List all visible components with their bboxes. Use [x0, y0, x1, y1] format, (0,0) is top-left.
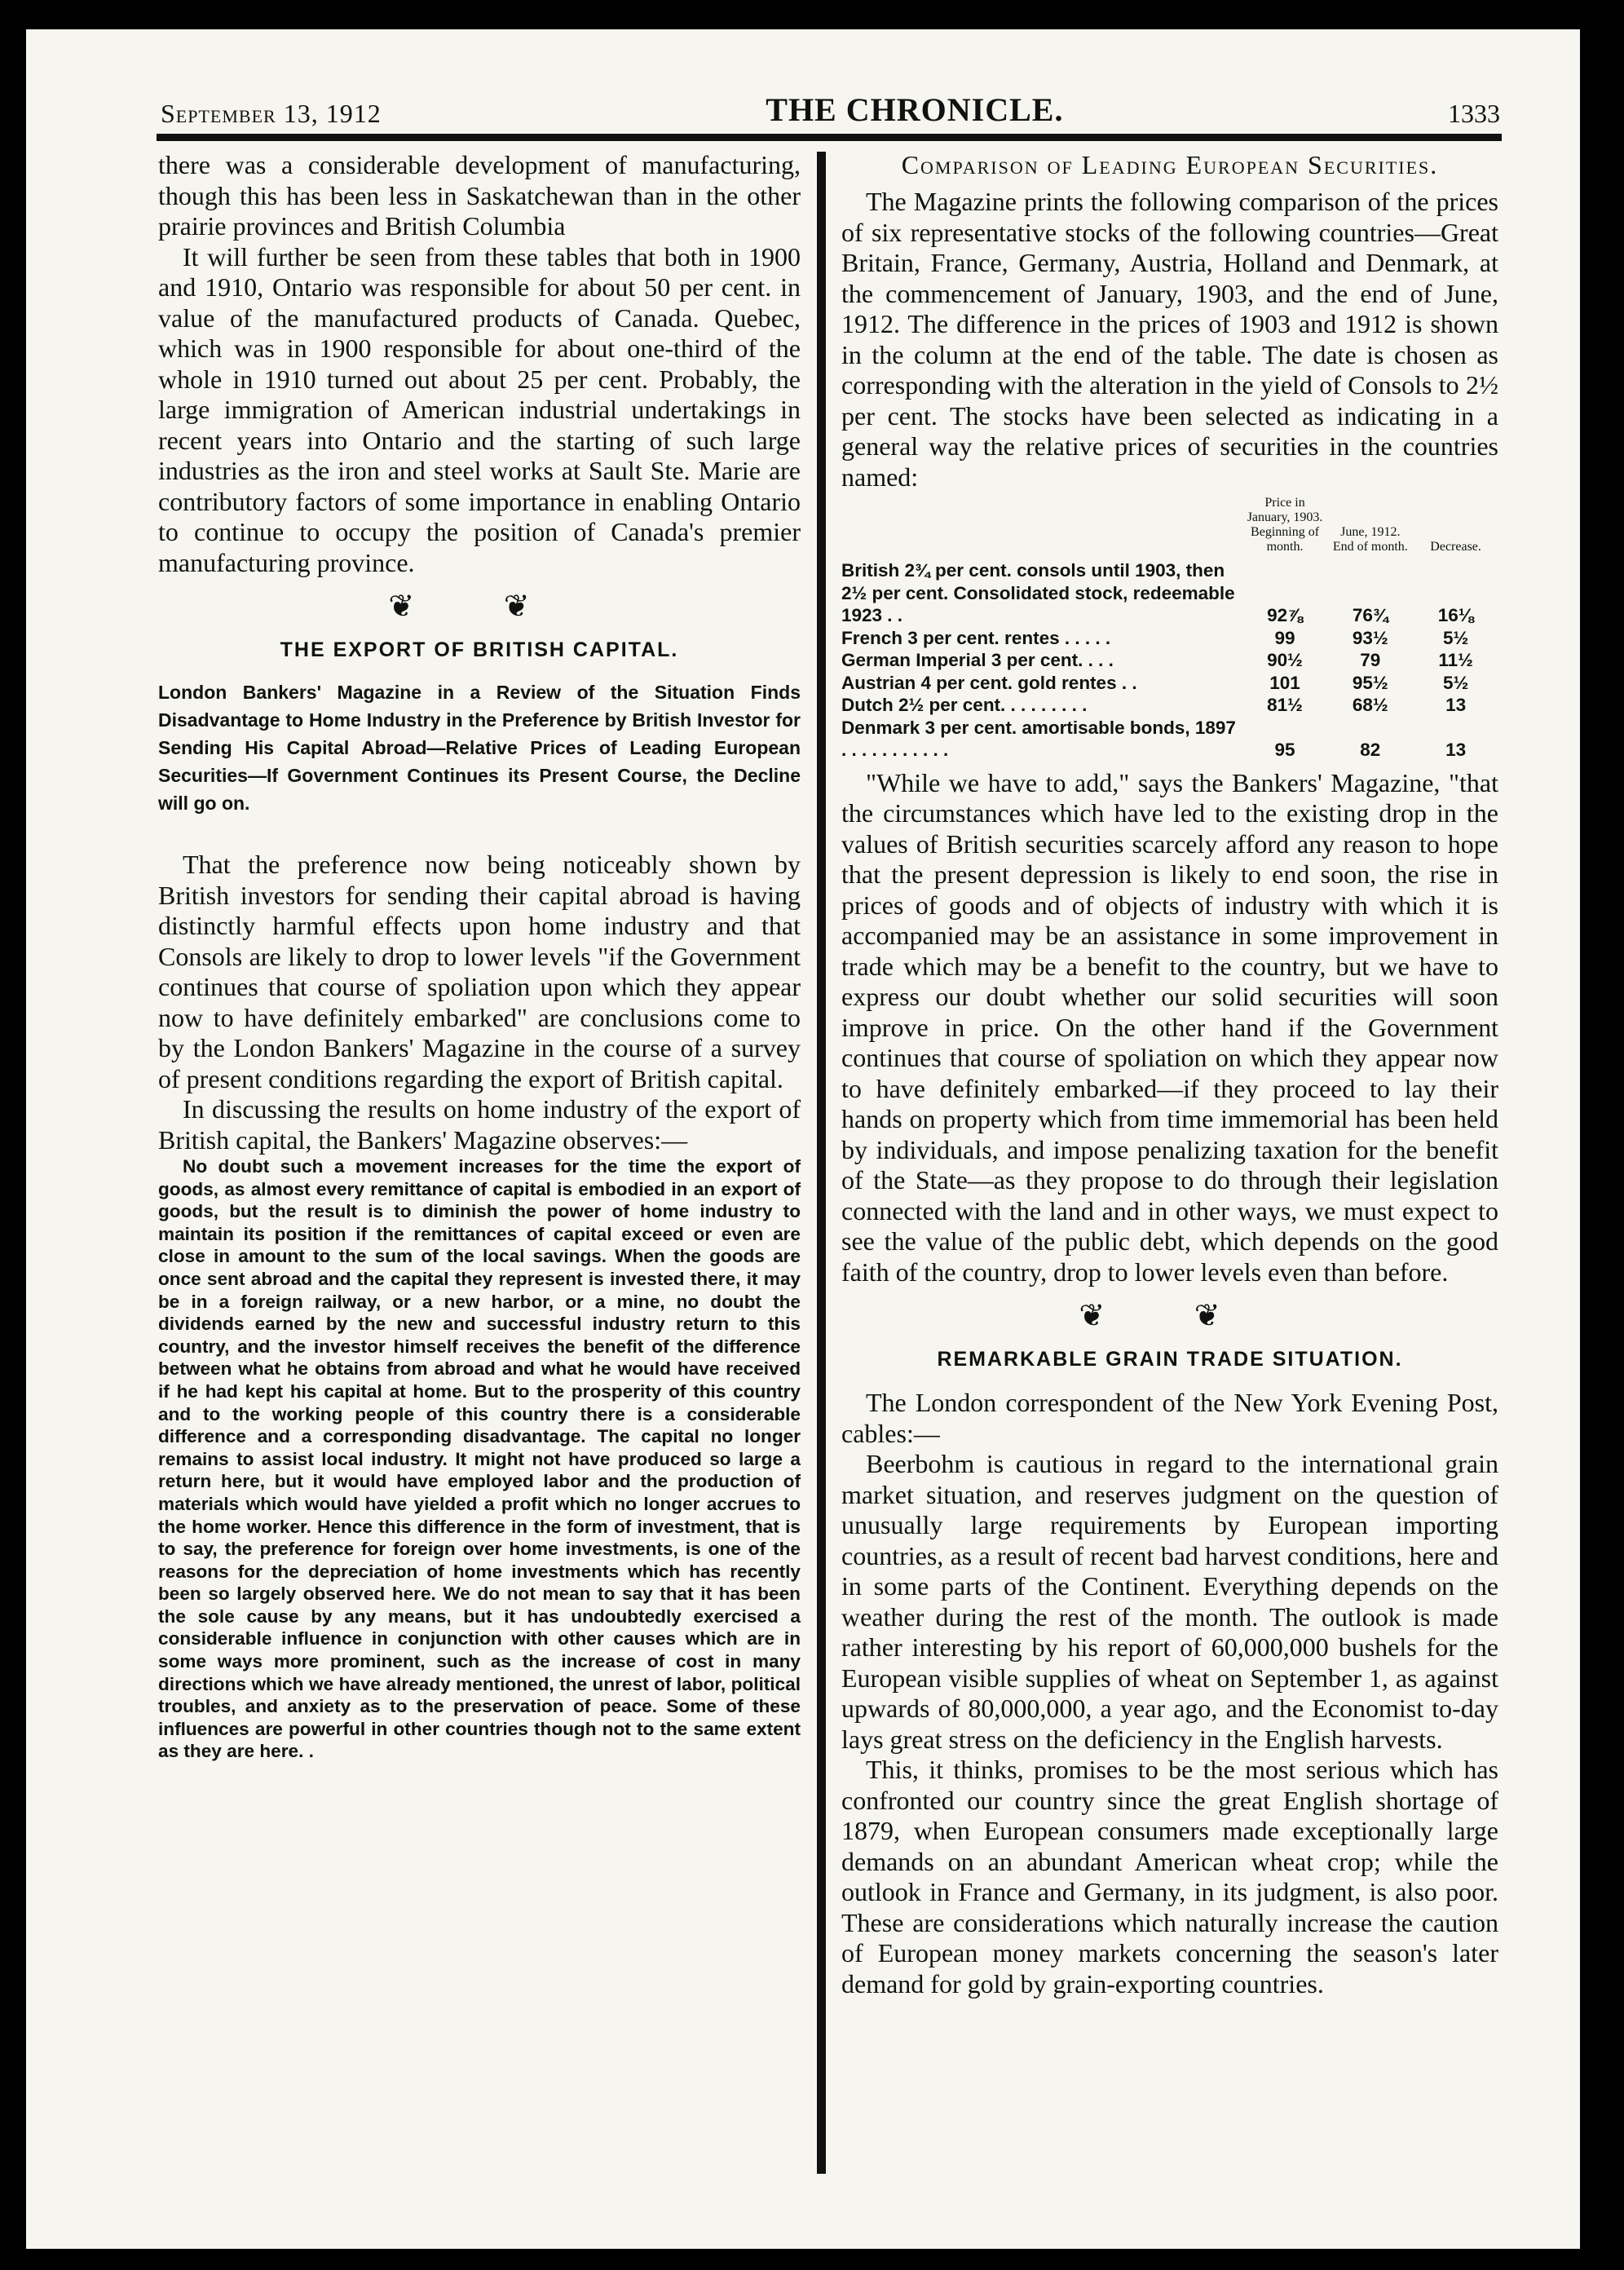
section-title: Comparison of Leading European Securities.: [901, 150, 1439, 179]
table-header-cell: Decrease.: [1430, 540, 1481, 554]
page-number: 1333: [1448, 99, 1500, 128]
paragraph: Beerbohm is cautious in regard to the international grain market situation, and reserves judgment on the question of unusually large requirements by European importing countries, as a result of recent bad harvest conditions, here and in some parts of the Continent. Everything depends on the weather during the rest of the month. The outlook is made rather interesting by his report of 60,000,000 bushels for the European visible supplies of wheat on September 1, as against upwards of 80,000,000, a year ago, and the Economist to-day lays great stress on the deficiency in the English harvests.: [841, 1449, 1498, 1754]
price-jan-1903: 92⅞: [1267, 605, 1303, 625]
price-decrease: 5½: [1442, 672, 1469, 693]
table-header-cell: June, 1912. End of month.: [1332, 525, 1408, 554]
fleuron-ornament: ❦ ❦: [388, 590, 571, 624]
newspaper-page: [26, 29, 1580, 2249]
article-title: REMARKABLE GRAIN TRADE SITUATION.: [937, 1348, 1403, 1371]
paragraph: This, it thinks, promises to be the most serious which has confronted our country since the great English shortage of 1879, when European consumers made exceptionally large demands on an abundant American wheat crop; while the outlook in France and Germany, in its judgment, is also poor. These are considerations which naturally increase the caution of European money markets concerning the season's later demand for gold by grain-exporting countries.: [841, 1755, 1498, 1998]
issue-date: September 13, 1912: [161, 99, 382, 128]
paragraph: That the preference now being noticeably shown by British investors for sending their capital abroad is having distinctly harmful effects upon home industry and that Consols are likely to drop to lower levels "if the Government continues that course of spoliation upon which they appear now to have definitely embarked" are conclusions come to by the London Bankers' Magazine in the course of a survey of present conditions regarding the export of British capital.: [158, 850, 801, 1093]
paragraph: In discussing the results on home industry of the export of British capital, the Bankers' Magazine observes:—: [158, 1094, 801, 1155]
left-column: [158, 150, 801, 1763]
price-decrease: 5½: [1442, 627, 1469, 648]
column-divider: [817, 152, 826, 2174]
price-jan-1903: 81½: [1267, 695, 1303, 715]
table-header-row: [841, 496, 1498, 559]
table-row: [841, 559, 1498, 627]
price-decrease: 13: [1445, 695, 1467, 715]
table-row: [841, 717, 1498, 762]
security-name: German Imperial 3 per cent. . . .: [841, 650, 1114, 670]
table-row: [841, 627, 1498, 650]
article-title: THE EXPORT OF BRITISH CAPITAL.: [280, 638, 679, 661]
paragraph: The London correspondent of the New York Evening Post, cables:—: [841, 1388, 1498, 1448]
price-jan-1903: 90½: [1267, 650, 1303, 670]
right-column: [841, 150, 1498, 1999]
price-decrease: 16⅛: [1437, 605, 1474, 625]
price-june-1912: 82: [1360, 740, 1381, 760]
security-name: Denmark 3 per cent. amortisable bonds, 1897 . . . . . . . . . . .: [841, 717, 1236, 760]
price-jan-1903: 99: [1274, 627, 1295, 648]
security-name: British 2¾ per cent. consols until 1903, then 2½ per cent. Consolidated stock, redeemable 1923 . .: [841, 560, 1235, 625]
table-row: [841, 694, 1498, 717]
security-name: Dutch 2½ per cent. . . . . . . . .: [841, 695, 1088, 715]
price-june-1912: 68½: [1352, 695, 1388, 715]
table-row: [841, 649, 1498, 672]
table-header-cell: Price in January, 1903. Beginning of month.: [1247, 496, 1323, 554]
table-row: [841, 672, 1498, 695]
paragraph: there was a considerable development of manufacturing, though this has been less in Saskatchewan than in the other prairie provinces and British Columbia: [158, 150, 801, 241]
security-name: French 3 per cent. rentes . . . . .: [841, 627, 1111, 648]
security-name: Austrian 4 per cent. gold rentes . .: [841, 672, 1137, 693]
page-header: [161, 77, 1500, 129]
price-jan-1903: 101: [1269, 672, 1300, 693]
price-june-1912: 93½: [1352, 627, 1388, 648]
price-decrease: 13: [1445, 740, 1467, 760]
paragraph: "While we have to add," says the Bankers' Magazine, "that the circumstances which have led to the existing drop in the values of British securities scarcely afford any reason to hope that the present depression is likely to end soon, the rise in prices of goods and of objects of industry with which it is accompanied may be an assistance in some improvement in trade which may be a benefit to the country, but we have to express our doubt whether our solid securities will soon improve in price. On the other hand if the Government continues that course of spoliation on which they appear now to have definitely embarked—if they proceed to lay their hands on property which from time immemorial has been held by individuals, and impose penalizing taxation for the benefit of the State—as they propose to do through their legislation connected with the land and in other ways, we must expect to see the value of the public debt, which depends on the good faith of the country, drop to lower levels even than before.: [841, 767, 1498, 1287]
paragraph: The Magazine prints the following comparison of the prices of six representative stocks of the following countries—Great Britain, France, Germany, Austria, Holland and Denmark, at the commencement of January, 1903, and the end of June, 1912. The difference in the prices of 1903 and 1912 is shown in the column at the end of the table. The date is chosen as corresponding with the alteration in the yield of Consols to 2½ per cent. The stocks have been selected as indicating in a general way the relative prices of securities in the countries named:: [841, 187, 1498, 492]
price-june-1912: 95½: [1352, 672, 1388, 693]
price-june-1912: 79: [1360, 650, 1381, 670]
block-quotation: No doubt such a movement increases for the time the export of goods, as almost every remittance of capital is embodied in an export of goods, but the result is to diminish the power of home industry to maintain its position if the remittances of capital exceed or even are close in amount to the sum of the local savings. When the goods are once sent abroad and the capital they represent is invested there, it may be in a foreign railway, or a new harbor, or a mine, no doubt the dividends earned by the new and successful industry return to this country, and the investor himself receives the benefit of the difference between what he obtains from abroad and what he would have received if he had kept his capital at home. But to the prosperity of this country and to the working people of this country there is a considerable difference and a corresponding disadvantage. The capital no longer remains to assist local industry. It might not have produced so large a return here, but it would have employed labor and the production of materials which would have yielded a profit which no longer accrues to the home worker. Hence this difference in the form of investment, that is to say, the preference for foreign over home investments, is one of the reasons for the depreciation of home investments which has recently been so largely observed here. We do not mean to say that it has been the sole cause by any means, but it has undoubtedly exercised a considerable influence in conjunction with other causes which are in some ways more prominent, such as the increase of cost in many directions which we have already mentioned, the unrest of labor, political troubles, and anxiety as to the preservation of peace. Some of these influences are powerful in other countries though not to the same extent as they are here. .: [158, 1156, 801, 1762]
securities-price-table: [841, 496, 1498, 762]
fleuron-ornament: ❦ ❦: [1079, 1299, 1261, 1333]
paragraph: It will further be seen from these tables that both in 1900 and 1910, Ontario was responsible for about 50 per cent. in value of the manufactured products of Canada. Quebec, which was in 1900 responsible for about one-third of the whole in 1910 turned out about 25 per cent. Probably, the large immigration of American industrial undertakings in recent years into Ontario and the starting of such large industries as the iron and steel works at Sault Ste. Marie are contributory factors of some importance in enabling Ontario to continue to occupy the position of Canada's premier manufacturing province.: [158, 241, 801, 577]
price-jan-1903: 95: [1274, 740, 1295, 760]
publication-title: THE CHRONICLE.: [766, 91, 1064, 128]
article-summary: London Bankers' Magazine in a Review of the Situation Finds Disadvantage to Home Industry in the Preference by British Investor for Sending His Capital Abroad—Relative Prices of Leading European Securities—If Government Continues its Present Course, the Decline will go on.: [158, 682, 801, 814]
price-june-1912: 76¾: [1352, 605, 1388, 625]
table-header-cell: [841, 496, 1242, 559]
price-decrease: 11½: [1438, 650, 1473, 670]
header-rule: [157, 134, 1502, 141]
